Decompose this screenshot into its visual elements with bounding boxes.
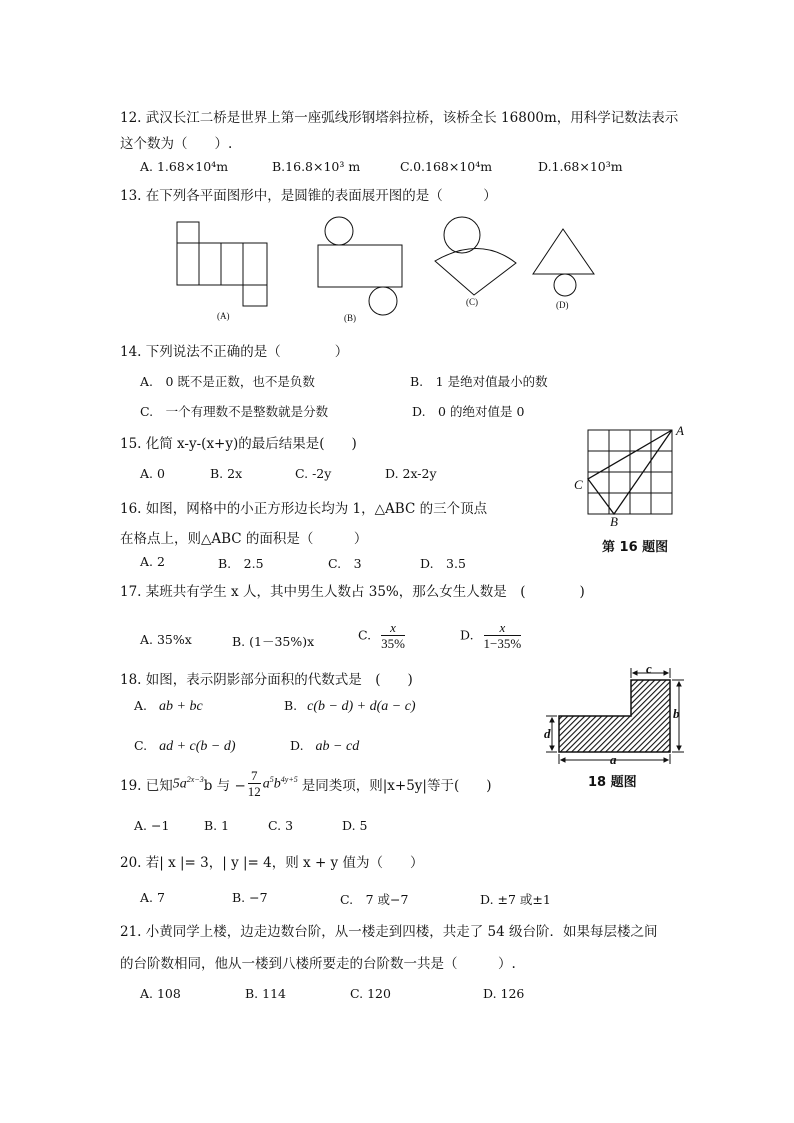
q16-stem-line2: 在格点上，则△ABC 的面积是（ ） xyxy=(120,531,368,547)
q12-stem-line1: 12. 武汉长江二桥是世界上第一座弧线形钢塔斜拉桥，该桥全长 16800m，用科学记数法表示 xyxy=(120,110,679,126)
q19-stem xyxy=(120,768,492,800)
q13-label-d: (D) xyxy=(556,300,569,310)
q17-option-d-denominator: 1−35% xyxy=(483,636,522,651)
q19-frac-den: 12 xyxy=(247,784,261,799)
q13-label-b: (B) xyxy=(344,313,356,323)
q19-term1-exp: 2x−3 xyxy=(186,775,204,785)
q17-stem: 17. 某班共有学生 x 人，其中男生人数占 35%，那么女生人数是 ( ) xyxy=(120,584,585,600)
q17-option-c-numerator: x xyxy=(381,620,405,636)
q19-fraction xyxy=(248,768,261,800)
q17-option-d-letter: D. xyxy=(460,627,474,643)
q18-stem: 18. 如图，表示阴影部分面积的代数式是 ( ) xyxy=(120,672,413,688)
q15-stem: 15. 化简 x-y-(x+y)的最后结果是( ) xyxy=(120,436,357,452)
q16-grid-figure xyxy=(588,430,673,515)
q19-option-b: B. 1 xyxy=(204,818,230,833)
q16-vertex-a: A xyxy=(676,423,684,438)
q21-option-c: C. 120 xyxy=(350,986,391,1001)
q14-option-a: A. 0 既不是正数，也不是负数 xyxy=(140,374,315,389)
q21-stem-line2: 的台阶数相同，他从一楼到八楼所要走的台阶数一共是（ ）. xyxy=(120,956,516,972)
q12-stem-line2: 这个数为（ ）. xyxy=(120,136,233,152)
q19-prefix: 19. 已知 xyxy=(120,778,173,794)
q20-option-b: B. −7 xyxy=(232,890,268,905)
q18-label-a: a xyxy=(610,752,617,767)
q18-option-d xyxy=(290,738,359,755)
q20-option-c: C. 7 或−7 xyxy=(340,892,409,907)
q19-frac-num: 7 xyxy=(248,768,261,784)
q19-term1-coef: 5a xyxy=(172,776,187,792)
q19-term2-b: b xyxy=(273,776,281,792)
q13-label-c: (C) xyxy=(466,297,478,307)
q15-option-b: B. 2x xyxy=(210,466,243,481)
q17-option-c xyxy=(358,620,405,652)
q19-term2-b-exp: 4y+5 xyxy=(280,775,298,785)
q18-option-a-expr: ab + bc xyxy=(159,699,203,714)
q12-option-a: A. 1.68×10⁴m xyxy=(140,159,229,174)
q14-option-d: D. 0 的绝对值是 0 xyxy=(412,404,525,419)
q19-option-a: A. −1 xyxy=(134,818,170,833)
q19-term1 xyxy=(173,775,204,793)
q15-option-a: A. 0 xyxy=(140,466,165,481)
q12-option-b: B.16.8×10³ m xyxy=(272,159,361,174)
q18-option-d-expr: ab − cd xyxy=(315,739,360,754)
q20-option-d: D. ±7 或±1 xyxy=(480,892,551,907)
q14-option-b: B. 1 是绝对值最小的数 xyxy=(410,374,548,389)
q19-suffix: 是同类项，则|x+5y|等于( ) xyxy=(301,778,492,794)
q18-option-c-letter: C. xyxy=(134,738,148,753)
q18-figure-caption: 18 题图 xyxy=(588,775,637,790)
q19-term1-tail: b 与 − xyxy=(203,778,246,794)
q13-figure-d xyxy=(532,228,602,298)
q14-stem: 14. 下列说法不正确的是（ ） xyxy=(120,344,349,360)
q18-option-b xyxy=(284,698,416,715)
q12-option-d: D.1.68×10³m xyxy=(538,159,623,174)
q19-option-d: D. 5 xyxy=(342,818,368,833)
q19-option-c: C. 3 xyxy=(268,818,294,833)
q17-option-c-letter: C. xyxy=(358,627,372,643)
q13-label-a: (A) xyxy=(217,311,230,321)
q17-option-d-fraction xyxy=(484,620,522,652)
q18-option-c-expr: ad + c(b − d) xyxy=(159,739,236,754)
q18-option-a xyxy=(134,698,203,715)
q16-vertex-c: C xyxy=(574,477,583,492)
q21-option-b: B. 114 xyxy=(245,986,286,1001)
q17-option-d-numerator: x xyxy=(484,620,522,636)
q20-stem: 20. 若| x |= 3，| y |= 4，则 x + y 值为（ ） xyxy=(120,855,424,871)
q18-option-b-letter: B. xyxy=(284,698,298,713)
q13-figure-b xyxy=(316,215,406,315)
q13-stem: 13. 在下列各平面图形中，是圆锥的表面展开图的是（ ） xyxy=(120,188,497,204)
q13-figure-c xyxy=(432,215,522,300)
q20-option-a: A. 7 xyxy=(140,890,165,905)
q17-option-a: A. 35%x xyxy=(140,632,192,647)
q21-option-d: D. 126 xyxy=(483,986,525,1001)
q18-label-b: b xyxy=(673,706,680,721)
q18-label-d: d xyxy=(544,726,551,741)
q19-term2-a-exp: 5 xyxy=(269,775,274,785)
q21-stem-line1: 21. 小黄同学上楼，边走边数台阶，从一楼走到四楼，共走了 54 级台阶．如果每层楼之间 xyxy=(120,924,658,940)
q17-option-b: B. (1－35%)x xyxy=(232,634,315,649)
q16-figure-caption: 第 16 题图 xyxy=(602,540,669,555)
q17-option-c-denominator: 35% xyxy=(381,636,405,651)
q18-option-b-expr: c(b − d) + d(a − c) xyxy=(307,699,416,714)
q21-option-a: A. 108 xyxy=(140,986,181,1001)
q17-option-d xyxy=(460,620,521,652)
q14-option-c: C. 一个有理数不是整数就是分数 xyxy=(140,404,329,419)
q18-label-c: c xyxy=(646,661,652,676)
q16-option-d: D. 3.5 xyxy=(420,556,466,571)
q19-term2-a: a xyxy=(262,776,270,792)
q13-figure-a xyxy=(176,222,271,307)
q18-option-a-letter: A. xyxy=(134,698,148,713)
q15-option-c: C. -2y xyxy=(295,466,332,481)
q16-option-c: C. 3 xyxy=(328,556,362,571)
q16-stem-line1: 16. 如图，网格中的小正方形边长均为 1，△ABC 的三个顶点 xyxy=(120,501,488,517)
q17-option-c-fraction xyxy=(381,620,405,652)
q12-option-c: C.0.168×10⁴m xyxy=(400,159,493,174)
q15-option-d: D. 2x-2y xyxy=(385,466,437,481)
q16-vertex-b: B xyxy=(610,514,618,529)
q18-option-c xyxy=(134,738,236,755)
q16-option-a: A. 2 xyxy=(140,554,165,569)
q18-option-d-letter: D. xyxy=(290,738,304,753)
q16-option-b: B. 2.5 xyxy=(218,556,264,571)
q19-term2 xyxy=(263,775,298,793)
